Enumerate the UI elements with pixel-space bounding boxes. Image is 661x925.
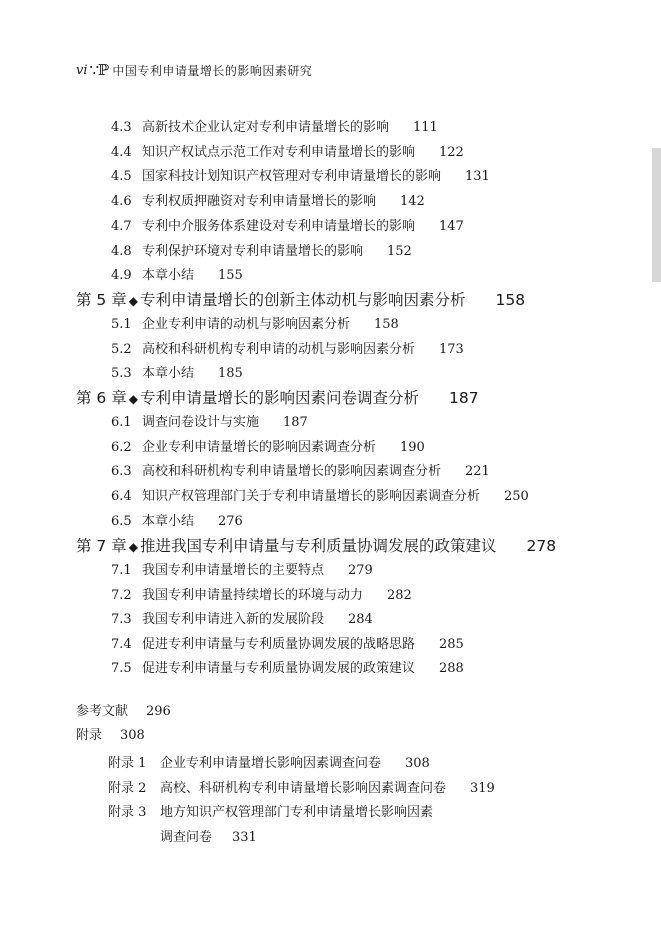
toc-entry[interactable]: 4.6 专利权质押融资对专利申请量增长的影响 142 xyxy=(111,194,425,209)
toc-entry[interactable]: 5.3 本章小结 185 xyxy=(111,366,243,381)
toc-appendix-entry[interactable]: 附录 1 企业专利申请量增长影响因素调查问卷 308 xyxy=(108,756,430,771)
toc-appendix[interactable]: 附录 308 xyxy=(76,728,145,743)
toc-entry[interactable]: 6.4 知识产权管理部门关于专利申请量增长的影响因素调查分析 250 xyxy=(111,489,529,504)
toc-entry[interactable]: 4.7 专利中介服务体系建设对专利申请量增长的影响 147 xyxy=(111,219,464,234)
toc-entry[interactable]: 4.5 国家科技计划知识产权管理对专利申请量增长的影响 131 xyxy=(111,169,490,184)
toc-chapter[interactable]: 第 5 章 ◆ 专利申请量增长的创新主体动机与影响因素分析 158 xyxy=(76,291,526,309)
toc-entry[interactable]: 4.8 专利保护环境对专利申请量增长的影响 152 xyxy=(111,244,412,259)
toc-entry[interactable]: 5.2 高校和科研机构专利申请的动机与影响因素分析 173 xyxy=(111,342,464,357)
toc-entry[interactable]: 6.5 本章小结 276 xyxy=(111,514,243,529)
toc-entry[interactable]: 4.4 知识产权试点示范工作对专利申请量增长的影响 122 xyxy=(111,145,464,160)
toc-entry[interactable]: 7.4 促进专利申请量与专利质量协调发展的战略思路 285 xyxy=(111,637,464,652)
toc-entry[interactable]: 6.2 企业专利申请量增长的影响因素调查分析 190 xyxy=(111,440,425,455)
book-title: 中国专利申请量增长的影响因素研究 xyxy=(112,63,313,78)
toc-entry[interactable]: 7.2 我国专利申请量持续增长的环境与动力 282 xyxy=(111,588,412,603)
toc-entry[interactable]: 6.1 调查问卷设计与实施 187 xyxy=(111,415,308,430)
toc-appendix-entry-continued[interactable]: 调查问卷 331 xyxy=(160,830,257,845)
header-ornament-icon: ∵ℙ xyxy=(89,61,109,79)
toc-entry[interactable]: 4.3 高新技术企业认定对专利申请量增长的影响 111 xyxy=(111,120,438,135)
scrollbar[interactable] xyxy=(652,148,661,282)
diamond-icon: ◆ xyxy=(128,392,138,406)
toc-entry[interactable]: 4.9 本章小结 155 xyxy=(111,268,243,283)
toc-entry[interactable]: 7.3 我国专利申请进入新的发展阶段 284 xyxy=(111,612,373,627)
toc-entry[interactable]: 6.3 高校和科研机构专利申请量增长的影响因素调查分析 221 xyxy=(111,464,490,479)
toc-appendix-entry[interactable]: 附录 3 地方知识产权管理部门专利申请量增长影响因素 xyxy=(108,805,434,820)
toc-chapter[interactable]: 第 6 章 ◆ 专利申请量增长的影响因素问卷调查分析 187 xyxy=(76,389,479,407)
diamond-icon: ◆ xyxy=(128,294,138,308)
page-number: vi xyxy=(76,62,88,78)
running-header xyxy=(76,58,312,82)
toc-entry[interactable]: 5.1 企业专利申请的动机与影响因素分析 158 xyxy=(111,317,399,332)
toc-references[interactable]: 参考文献 296 xyxy=(76,704,171,719)
toc-appendix-entry[interactable]: 附录 2 高校、科研机构专利申请量增长影响因素调查问卷 319 xyxy=(108,781,495,796)
toc-entry[interactable]: 7.5 促进专利申请量与专利质量协调发展的政策建议 288 xyxy=(111,661,464,676)
toc-entry[interactable]: 7.1 我国专利申请量增长的主要特点 279 xyxy=(111,563,373,578)
toc-chapter[interactable]: 第 7 章 ◆ 推进我国专利申请量与专利质量协调发展的政策建议 278 xyxy=(76,537,557,555)
diamond-icon: ◆ xyxy=(128,540,138,554)
